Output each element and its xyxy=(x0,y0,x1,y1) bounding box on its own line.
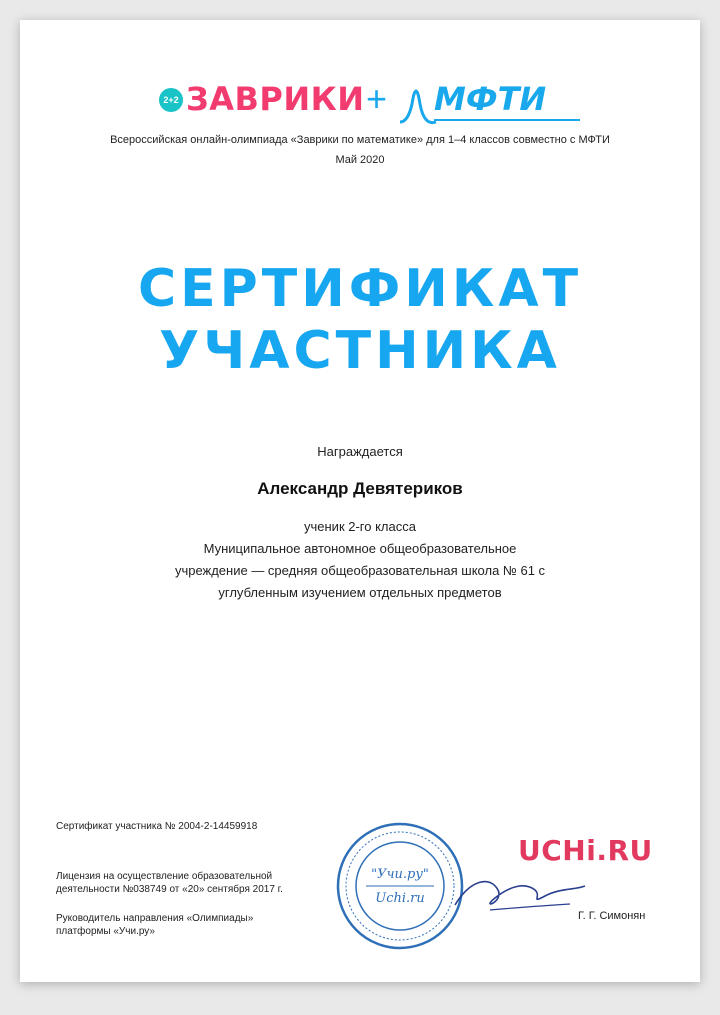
license-line-2: деятельности №038749 от «20» сентября 2017 г. xyxy=(56,884,283,895)
school-line-2: учреждение — средняя общеобразовательная школа № 61 с xyxy=(174,563,546,578)
logo-row xyxy=(20,62,700,132)
signer-name: Г. Г. Симонян xyxy=(578,910,646,922)
license-info xyxy=(56,870,283,896)
director-line-2: платформы «Учи.ру» xyxy=(56,926,155,937)
uchi-logo: UCHi.RU xyxy=(518,834,653,867)
olympiad-subtitle xyxy=(20,130,700,170)
grade-line: ученик 2-го класса xyxy=(304,519,416,534)
certificate-sheet xyxy=(20,20,700,982)
signature-icon xyxy=(450,860,590,920)
mfti-logo: МФТИ xyxy=(434,80,547,118)
title-line-1: СЕРТИФИКАТ xyxy=(137,259,583,319)
recipient-details xyxy=(110,516,610,604)
school-line-3: углубленным изучением отдельных предметов xyxy=(218,585,502,600)
official-stamp-icon xyxy=(334,820,466,952)
zavriki-badge-icon: 2+2 xyxy=(159,88,183,112)
title-line-2: УЧАСТНИКА xyxy=(159,321,561,381)
certificate-number: Сертификат участника № 2004-2-14459918 xyxy=(56,821,258,832)
subtitle-date: Май 2020 xyxy=(335,154,385,166)
school-line-1: Муниципальное автономное общеобразовательное xyxy=(203,541,517,556)
plus-sign: + xyxy=(366,78,388,119)
license-line-1: Лицензия на осуществление образовательной xyxy=(56,871,273,882)
director-title xyxy=(56,912,253,938)
recipient-name: Александр Девятериков xyxy=(257,479,463,498)
zavriki-logo: ЗАВРИКИ xyxy=(186,80,365,118)
stamp-text-1: "Учи.ру" xyxy=(371,867,429,882)
stamp-text-2: Uchi.ru xyxy=(375,891,425,906)
awarded-label: Награждается xyxy=(317,444,403,459)
director-line-1: Руководитель направления «Олимпиады» xyxy=(56,913,254,924)
certificate-title xyxy=(20,258,700,382)
subtitle-line-1: Всероссийская онлайн-олимпиада «Заврики по математике» для 1–4 классов совместно с МФТИ xyxy=(110,134,610,146)
mfti-wave-icon xyxy=(398,74,438,130)
mfti-underline xyxy=(434,116,584,124)
